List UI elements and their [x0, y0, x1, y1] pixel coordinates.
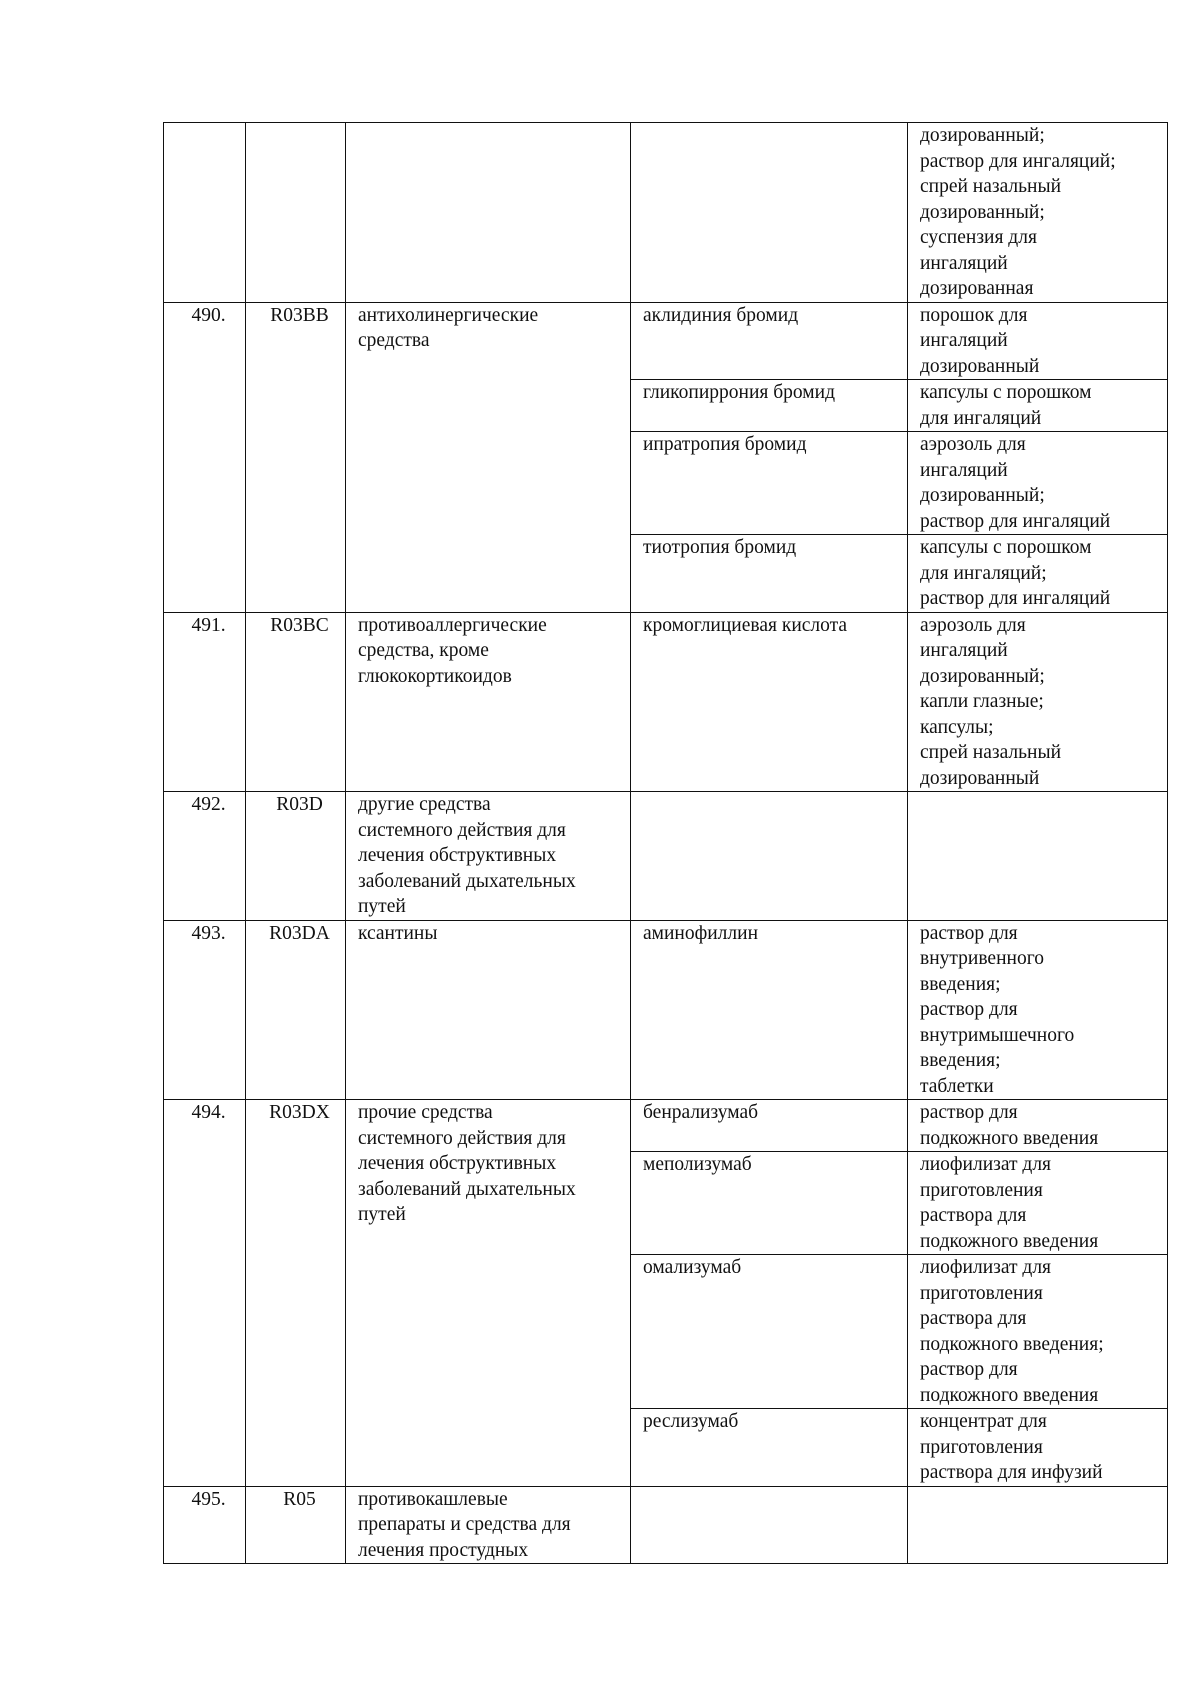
atc-group-name-cell: [346, 1100, 631, 1487]
dosage-form-line: ингаляций: [920, 252, 1008, 274]
atc-code-cell: R03DA: [246, 920, 346, 1100]
atc-group-name-line: системного действия для: [358, 819, 566, 841]
atc-group-name-line: заболеваний дыхательных: [358, 870, 576, 892]
dosage-form-line: для ингаляций: [920, 407, 1042, 429]
atc-group-name-line: противоаллергические: [358, 614, 547, 636]
row-number-cell: 490.: [164, 302, 246, 612]
atc-group-name-line: препараты и средства для: [358, 1514, 571, 1535]
drug-name-cell: [631, 612, 908, 792]
drug-name-line: омализумаб: [643, 1257, 742, 1278]
atc-group-name-cell: [346, 920, 631, 1100]
drug-name-line: тиотропия бромид: [643, 537, 797, 558]
dosage-form-line: ингаляций: [920, 330, 1008, 351]
row-number-cell: 495.: [164, 1486, 246, 1564]
atc-group-name-line: путей: [358, 1204, 406, 1225]
dosage-form-line: дозированный;: [920, 665, 1045, 687]
table-row: [164, 302, 1168, 380]
dosage-form-line: суспензия для: [920, 227, 1037, 248]
atc-code-cell: R03DX: [246, 1100, 346, 1487]
dosage-form-line: внутримышечного: [920, 1024, 1075, 1046]
atc-group-name-cell: [346, 612, 631, 792]
drug-name-cell: [631, 920, 908, 1100]
atc-group-name-line: путей: [358, 896, 406, 917]
dosage-form-cell: [908, 123, 1168, 303]
dosage-form-cell: [908, 920, 1168, 1100]
dosage-form-line: раствора для: [920, 1205, 1027, 1226]
atc-group-name-line: заболеваний дыхательных: [358, 1178, 576, 1200]
dosage-form-line: дозированная: [920, 278, 1034, 299]
dosage-form-cell: [908, 1255, 1168, 1409]
table-row: [164, 1100, 1168, 1152]
dosage-form-line: раствор для ингаляций: [920, 510, 1111, 532]
dosage-form-line: спрей назальный: [920, 176, 1062, 197]
drug-name-line: гликопиррония бромид: [643, 382, 835, 403]
drug-name-line: аминофиллин: [643, 922, 759, 944]
table-row: [164, 612, 1168, 792]
drug-name-cell: [631, 535, 908, 613]
dosage-form-line: подкожного введения: [920, 1127, 1099, 1149]
dosage-form-line: дозированный;: [920, 201, 1045, 223]
dosage-form-cell: [908, 1486, 1168, 1564]
atc-group-name-line: лечения простудных: [358, 1539, 529, 1561]
dosage-form-line: раствор для: [920, 922, 1018, 944]
dosage-form-line: ингаляций: [920, 640, 1008, 661]
dosage-form-line: приготовления: [920, 1282, 1043, 1304]
dosage-form-line: лиофилизат для: [920, 1257, 1052, 1278]
drug-name-cell: [631, 123, 908, 303]
drug-classification-table: [163, 122, 1168, 1564]
dosage-form-cell: [908, 612, 1168, 792]
drug-name-cell: [631, 1255, 908, 1409]
atc-group-name-line: противокашлевые: [358, 1488, 508, 1510]
dosage-form-line: капли глазные;: [920, 691, 1044, 712]
drug-name-cell: [631, 1486, 908, 1564]
atc-group-name-cell: [346, 123, 631, 303]
atc-group-name-line: ксантины: [358, 922, 438, 944]
dosage-form-cell: [908, 1100, 1168, 1152]
table-row: [164, 123, 1168, 303]
dosage-form-line: лиофилизат для: [920, 1154, 1052, 1175]
dosage-form-cell: [908, 792, 1168, 921]
atc-group-name-line: лечения обструктивных: [358, 1153, 557, 1174]
dosage-form-line: дозированный: [920, 767, 1040, 789]
dosage-form-line: раствор для: [920, 999, 1018, 1020]
dosage-form-cell: [908, 380, 1168, 432]
dosage-form-line: раствор для ингаляций;: [920, 150, 1116, 172]
row-number-cell: 491.: [164, 612, 246, 792]
drug-name-line: ипратропия бромид: [643, 434, 807, 455]
dosage-form-line: аэрозоль для: [920, 614, 1026, 636]
drug-name-cell: [631, 1100, 908, 1152]
drug-name-line: бенрализумаб: [643, 1102, 759, 1123]
dosage-form-cell: [908, 302, 1168, 380]
dosage-form-line: капсулы;: [920, 716, 994, 738]
dosage-form-line: раствор для: [920, 1102, 1018, 1123]
atc-group-name-line: лечения обструктивных: [358, 845, 557, 866]
table-row: [164, 792, 1168, 921]
atc-group-name-line: средства: [358, 330, 430, 351]
dosage-form-line: подкожного введения;: [920, 1333, 1104, 1355]
atc-group-name-line: системного действия для: [358, 1127, 566, 1149]
drug-name-cell: [631, 380, 908, 432]
table-row: [164, 920, 1168, 1100]
row-number-cell: 492.: [164, 792, 246, 921]
atc-code-cell: R05: [246, 1486, 346, 1564]
drug-name-line: кромоглициевая кислота: [643, 614, 848, 636]
drug-name-line: реслизумаб: [643, 1411, 739, 1432]
atc-group-name-line: средства, кроме: [358, 640, 489, 661]
atc-group-name-line: глюкокортикоидов: [358, 665, 512, 687]
table-body: [164, 123, 1168, 1564]
dosage-form-line: дозированный;: [920, 485, 1045, 506]
row-number-cell: 493.: [164, 920, 246, 1100]
dosage-form-line: внутривенного: [920, 948, 1044, 969]
row-number-cell: [164, 123, 246, 303]
dosage-form-line: раствора для инфузий: [920, 1462, 1103, 1483]
drug-name-line: меполизумаб: [643, 1154, 752, 1175]
dosage-form-line: аэрозоль для: [920, 434, 1026, 455]
dosage-form-line: приготовления: [920, 1436, 1043, 1458]
drug-name-line: аклидиния бромид: [643, 304, 799, 326]
dosage-form-line: приготовления: [920, 1179, 1043, 1201]
drug-name-cell: [631, 792, 908, 921]
dosage-form-line: спрей назальный: [920, 742, 1062, 763]
table-row: [164, 1486, 1168, 1564]
dosage-form-line: раствор для ингаляций: [920, 588, 1111, 609]
dosage-form-line: капсулы с порошком: [920, 537, 1092, 558]
dosage-form-line: ингаляций: [920, 459, 1008, 481]
row-number-cell: 494.: [164, 1100, 246, 1487]
drug-name-cell: [631, 1152, 908, 1255]
dosage-form-line: таблетки: [920, 1075, 994, 1097]
dosage-form-cell: [908, 1152, 1168, 1255]
drug-name-cell: [631, 432, 908, 535]
drug-name-cell: [631, 302, 908, 380]
atc-code-cell: R03D: [246, 792, 346, 921]
dosage-form-line: капсулы с порошком: [920, 382, 1092, 403]
dosage-form-line: дозированный;: [920, 125, 1045, 146]
atc-group-name-line: антихолинергические: [358, 304, 539, 326]
dosage-form-line: подкожного введения: [920, 1384, 1099, 1406]
atc-group-name-cell: [346, 302, 631, 612]
dosage-form-cell: [908, 432, 1168, 535]
dosage-form-cell: [908, 1409, 1168, 1487]
atc-code-cell: [246, 123, 346, 303]
dosage-form-line: для ингаляций;: [920, 562, 1047, 584]
atc-group-name-cell: [346, 792, 631, 921]
dosage-form-line: введения;: [920, 973, 1001, 995]
atc-code-cell: R03BC: [246, 612, 346, 792]
dosage-form-cell: [908, 535, 1168, 613]
dosage-form-line: раствор для: [920, 1359, 1018, 1380]
dosage-form-line: дозированный: [920, 355, 1040, 377]
atc-code-cell: R03BB: [246, 302, 346, 612]
dosage-form-line: концентрат для: [920, 1411, 1047, 1432]
dosage-form-line: раствора для: [920, 1308, 1027, 1329]
atc-group-name-line: прочие средства: [358, 1102, 493, 1123]
drug-name-cell: [631, 1409, 908, 1487]
dosage-form-line: введения;: [920, 1050, 1001, 1071]
dosage-form-line: подкожного введения: [920, 1230, 1099, 1252]
atc-group-name-cell: [346, 1486, 631, 1564]
dosage-form-line: порошок для: [920, 304, 1028, 326]
atc-group-name-line: другие средства: [358, 794, 491, 815]
